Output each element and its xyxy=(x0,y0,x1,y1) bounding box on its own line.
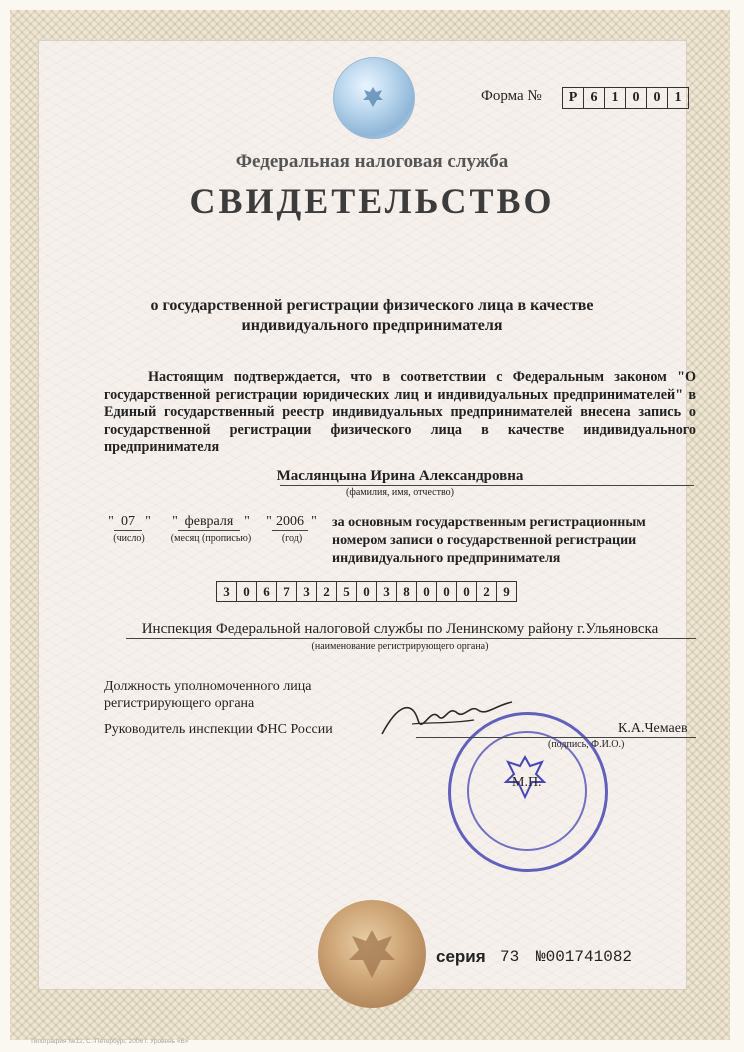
eagle-emblem-icon xyxy=(342,924,402,984)
registration-digit: 8 xyxy=(397,581,417,602)
signature-underline xyxy=(416,737,696,738)
form-label: Форма № xyxy=(481,88,542,104)
confirmation-paragraph: Настоящим подтверждается, что в соответствии с Федеральным законом "О государственной регистрации юридических лиц и индивидуальных предпринимателей" в Единый государственный реестр индивидуальных предпринимателей внесена запись о государственной регистрации физического лица в качестве индивидуального предпринимателя xyxy=(104,369,696,455)
registration-digit: 5 xyxy=(337,581,357,602)
eagle-emblem-icon xyxy=(360,84,386,110)
form-code-char: 0 xyxy=(626,87,647,109)
quote-mark: " xyxy=(244,514,250,529)
handwritten-signature xyxy=(378,694,518,746)
signature-caption: (подпись, Ф.И.О.) xyxy=(548,739,625,750)
day-caption: (число) xyxy=(113,533,145,544)
registration-digit: 3 xyxy=(297,581,317,602)
registration-digit: 0 xyxy=(457,581,477,602)
form-code-char: 0 xyxy=(647,87,668,109)
quote-mark: " xyxy=(311,514,317,529)
name-underline xyxy=(280,485,694,486)
series-label: серия xyxy=(436,947,486,966)
document-title: СВИДЕТЕЛЬСТВО xyxy=(189,181,555,221)
form-code-char: Р xyxy=(562,87,584,109)
registration-digit: 6 xyxy=(257,581,277,602)
year-caption: (год) xyxy=(281,533,303,544)
registration-digit: 9 xyxy=(497,581,517,602)
entrepreneur-name: Маслянцына Ирина Александровна xyxy=(276,468,524,484)
day-underline xyxy=(114,530,142,531)
stamp-mark: М.П. xyxy=(512,775,542,790)
month-caption: (месяц (прописью) xyxy=(170,533,252,544)
date-day: 07 xyxy=(121,514,135,529)
registration-digit: 0 xyxy=(417,581,437,602)
form-code-char: 1 xyxy=(668,87,689,109)
year-underline xyxy=(272,530,308,531)
position-label: Должность уполномоченного лица регистрирующего органа xyxy=(104,679,312,711)
registration-digit: 3 xyxy=(377,581,397,602)
position-value: Руководитель инспекции ФНС России xyxy=(104,722,333,737)
quote-mark: " xyxy=(145,514,151,529)
organ-caption: (наименование регистрирующего органа) xyxy=(311,641,489,652)
quote-mark: " xyxy=(172,514,178,529)
quote-mark: " xyxy=(108,514,114,529)
form-code-char: 1 xyxy=(605,87,626,109)
organ-underline xyxy=(126,638,696,639)
registration-number xyxy=(216,581,517,602)
registration-digit: 7 xyxy=(277,581,297,602)
document-subtitle: о государственной регистрации физического лица в качестве индивидуального предпринимателя xyxy=(150,297,594,334)
form-code-char: 6 xyxy=(584,87,605,109)
date-month: февраля xyxy=(184,514,234,529)
printer-imprint: Типография №12, С.-Петербург, 2006 г. Уровень «В» xyxy=(30,1038,189,1045)
registering-organ: Инспекция Федеральной налоговой службы по Ленинскому району г.Ульяновска xyxy=(141,621,659,637)
service-name: Федеральная налоговая служба xyxy=(235,151,509,172)
registration-text: за основным государственным регистрационным номером записи о государственной регистрации индивидуального предпринимателя xyxy=(332,515,646,566)
quote-mark: " xyxy=(266,514,272,529)
registration-digit: 0 xyxy=(357,581,377,602)
registration-digit: 2 xyxy=(317,581,337,602)
series-number: 73 xyxy=(500,948,520,966)
month-underline xyxy=(178,530,240,531)
certificate-number: №001741082 xyxy=(536,948,633,966)
registration-digit: 3 xyxy=(216,581,237,602)
name-caption: (фамилия, имя, отчество) xyxy=(346,487,454,498)
registration-digit: 0 xyxy=(237,581,257,602)
signer-name: К.А.Чемаев xyxy=(618,721,688,736)
registration-digit: 0 xyxy=(437,581,457,602)
form-code xyxy=(562,87,689,109)
registration-digit: 2 xyxy=(477,581,497,602)
date-year: 2006 xyxy=(276,514,304,529)
